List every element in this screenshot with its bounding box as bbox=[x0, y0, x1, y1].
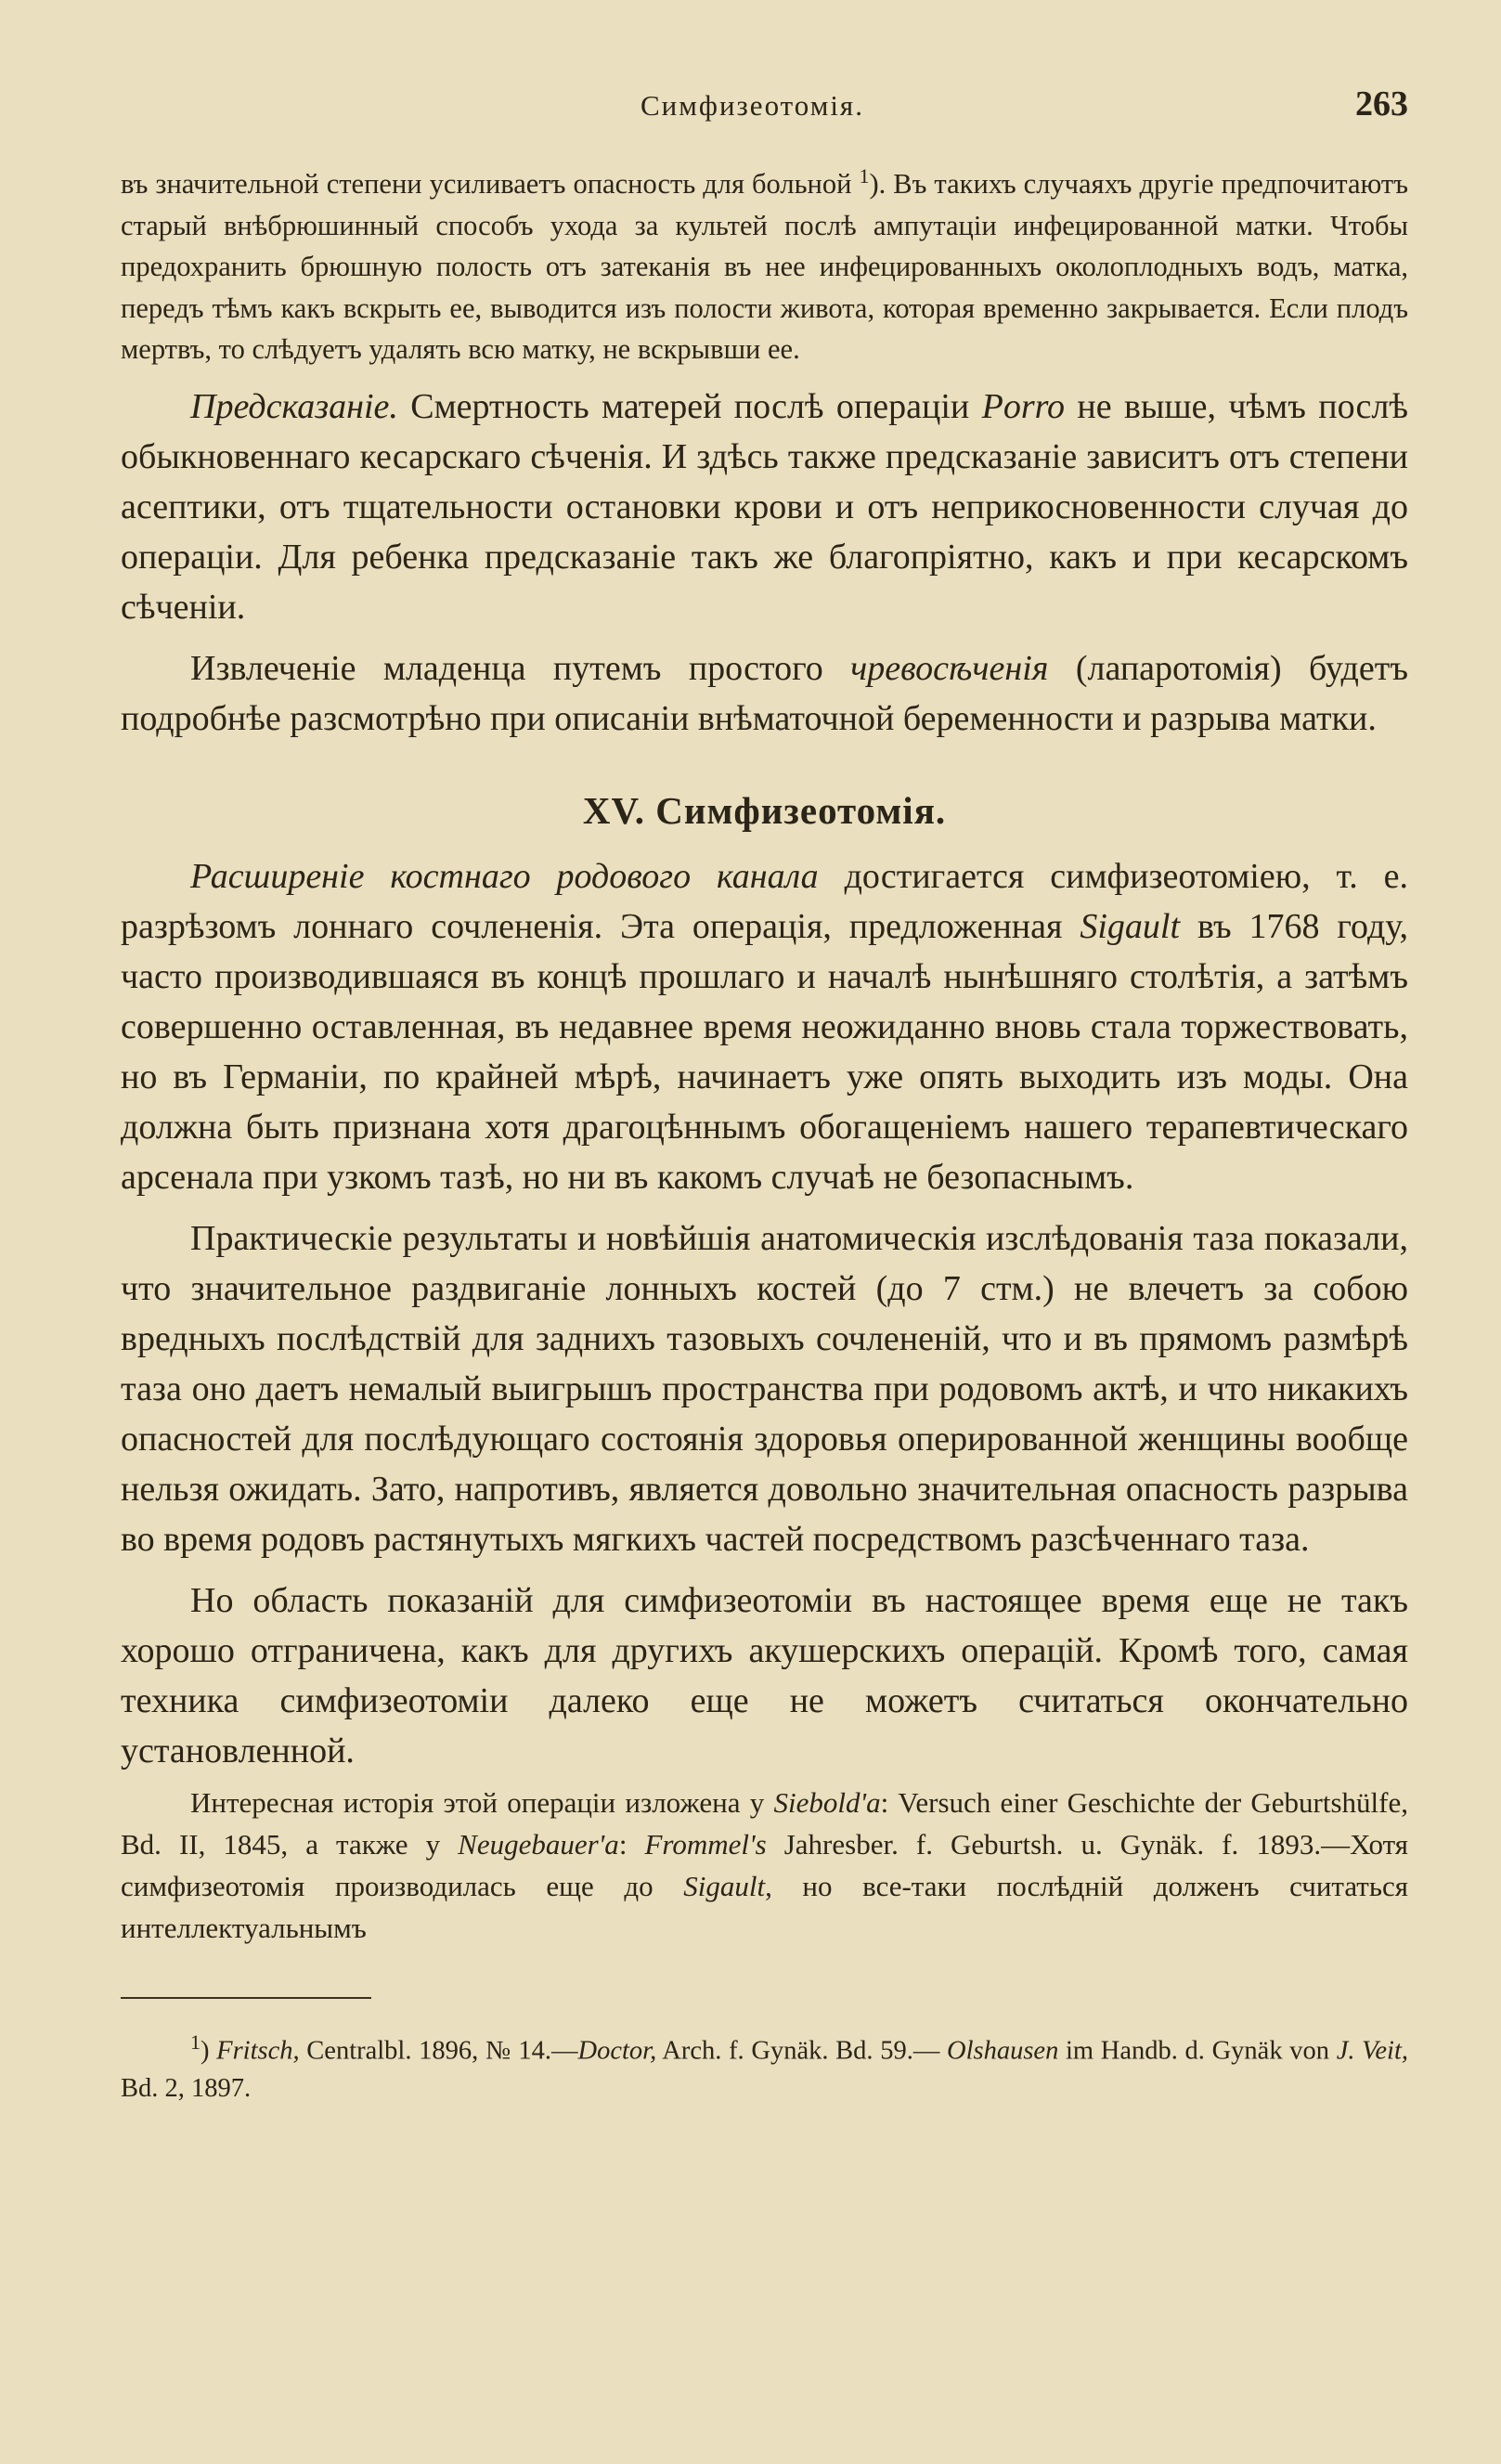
page-number: 263 bbox=[1355, 84, 1408, 123]
paragraph-text: въ значительной степени усиливаетъ опасность для больной bbox=[121, 168, 852, 201]
emphasis-term: Расширеніе костнаго родового канала bbox=[190, 856, 819, 896]
author-name: Frommel's bbox=[644, 1827, 767, 1861]
author-name: Doctor, bbox=[577, 2036, 657, 2066]
footnote bbox=[121, 2023, 1408, 2108]
author-name: Fritsch, bbox=[216, 2036, 300, 2066]
note-text: : bbox=[618, 1827, 645, 1861]
porro-name: Porro bbox=[981, 386, 1065, 426]
footnote-reference: 1 bbox=[859, 164, 870, 188]
footnote-text: ) bbox=[201, 2036, 217, 2066]
paragraph-text: не выше, чѣмъ послѣ обыкновеннаго кесарскаго сѣченія. И здѣсь также предсказаніе зависитъ отъ степени асептики, отъ тщательности остановки крови и отъ неприкосновенности случая до операціи. Для ребенка предсказаніе такъ же благопріятно, какъ и при кесарскомъ сѣченіи. bbox=[121, 386, 1408, 627]
paragraph-text: (лапаротомія) будетъ подробнѣе разсмотрѣно при описаніи внѣматочной беременности и разрыва матки. bbox=[121, 648, 1408, 738]
running-title: Симфизеотомія. bbox=[641, 89, 864, 122]
paragraph-symphysiotomy bbox=[121, 851, 1408, 1202]
author-name: Siebold'а bbox=[773, 1785, 881, 1819]
author-name: Sigault bbox=[1080, 906, 1181, 946]
page-header bbox=[121, 84, 1408, 124]
history-note bbox=[121, 1782, 1408, 1949]
paragraph-text: въ 1768 году, часто производившаяся въ концѣ прошлаго и началѣ нынѣшняго столѣтія, а затѣмъ совершенно оставленная, въ недавнее время неожиданно вновь стала торжествовать, но въ Германіи, по крайней мѣрѣ, начинаетъ уже опять выходить изъ моды. Она должна быть признана хотя драгоцѣннымъ обогащеніемъ нашего терапевтическаго арсенала при узкомъ тазѣ, но ни въ какомъ случаѣ не безопаснымъ. bbox=[121, 906, 1408, 1197]
note-text: , но все-таки послѣдній долженъ считаться интеллектуальнымъ bbox=[121, 1869, 1409, 1944]
footnote-text: Centralbl. 1896, № 14.— bbox=[299, 2036, 578, 2066]
emphasis-term: чревосѣченія bbox=[850, 648, 1049, 688]
paragraph-text: Смертность матерей послѣ операціи bbox=[397, 386, 982, 426]
footnote-text: im Handb. d. Gynäk von bbox=[1058, 2036, 1337, 2066]
section-heading: XV. Симфизеотомія. bbox=[582, 788, 947, 832]
paragraph-text: ). Въ такихъ случаяхъ другіе предпочитаютъ старый внѣбрюшинный способъ ухода за культей послѣ ампутаціи инфецированной матки. Чтобы предохранить брюшную полость отъ затеканія въ нее инфецированныхъ околоплодныхъ водъ, матка, передъ тѣмъ какъ вскрыть ее, выводится изъ полости живота, которая временно закрывается. Если плодъ мертвъ, то слѣдуетъ удалять всю матку, не вскрывши ее. bbox=[121, 168, 1409, 366]
paragraph-results: Практическіе результаты и новѣйшія анатомическія изслѣдованія таза показали, что значительное раздвиганіе лонныхъ костей (до 7 стм.) не влечетъ за собою вредныхъ послѣдствій для заднихъ тазовыхъ сочлененій, что и въ прямомъ размѣрѣ таза оно даетъ немалый выигрышъ пространства при родовомъ актѣ, и что никакихъ опасностей для послѣдующаго состоянія здоровья оперированной женщины вообще нельзя ожидать. Зато, напротивъ, является довольно значительная опасность разрыва во время родовъ растянутыхъ мягкихъ частей посредствомъ разсѣченнаго таза. bbox=[121, 1218, 1408, 1559]
note-text: : Versuch einer Geschichte der Geburtshülfe, Bd. II, 1845, а также у bbox=[121, 1785, 1408, 1861]
paragraph-laparotomy bbox=[121, 643, 1408, 744]
paragraph-indications: Но область показаній для симфизеотоміи въ настоящее время еще не такъ хорошо отграничена, какъ для другихъ акушерскихъ операцій. Кромѣ того, самая техника симфизеотоміи далеко еще не можетъ считаться окончательно установленной. bbox=[121, 1580, 1408, 1770]
paragraph-prognosis bbox=[121, 382, 1408, 632]
footnote-text: Bd. 2, 1897. bbox=[121, 2074, 252, 2104]
paragraph-intro bbox=[121, 156, 1408, 370]
author-name: J. Veit, bbox=[1336, 2036, 1408, 2066]
footnote-text: Arch. f. Gynäk. Bd. 59.— bbox=[656, 2036, 947, 2066]
note-text: Интересная исторія этой операціи изложена у bbox=[190, 1785, 774, 1819]
author-name: Olshausen bbox=[947, 2036, 1059, 2066]
footnote-divider bbox=[121, 1997, 371, 1999]
paragraph-lead: Предсказаніе. bbox=[190, 386, 398, 426]
paragraph-text: Извлеченіе младенца путемъ простого bbox=[190, 648, 851, 688]
paragraph-text: достигается симфизеотоміею, т. е. разрѣзомъ лоннаго сочлененія. Эта операція, предложенная bbox=[121, 856, 1408, 946]
note-text: Jahresber. f. Geburtsh. u. Gynäk. f. 1893.—Хотя симфизеотомія производилась еще до bbox=[121, 1827, 1408, 1902]
footnote-marker: 1 bbox=[190, 2030, 201, 2054]
author-name: Sigault bbox=[683, 1869, 766, 1902]
author-name: Neugebauer'а bbox=[458, 1827, 619, 1861]
